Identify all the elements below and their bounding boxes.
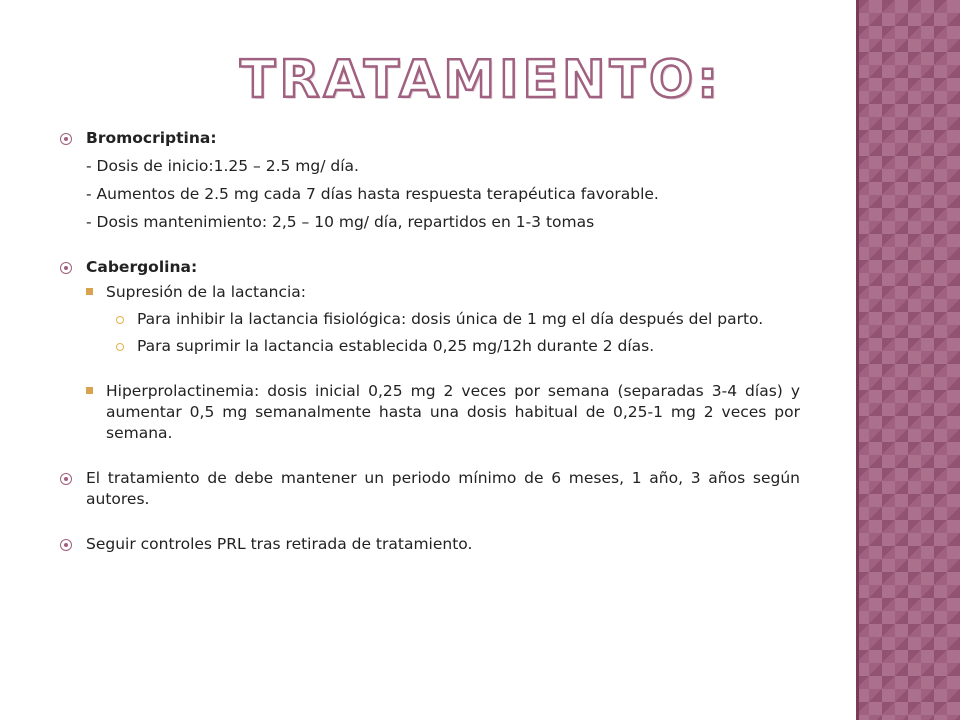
square-bullet-icon: [86, 288, 93, 295]
bullet-bromocriptina: [60, 128, 800, 149]
bullet-supresion: [60, 282, 800, 303]
slide-body: [60, 128, 800, 555]
tratamiento-duracion-text: El tratamiento de debe mantener un periodo mínimo de 6 meses, 1 año, 3 años según autores.: [86, 469, 800, 508]
target-bullet-icon: [60, 133, 72, 145]
target-bullet-icon: [60, 539, 72, 551]
bullet-seguimiento: [60, 534, 800, 555]
bromocriptina-line-3: - Dosis mantenimiento: 2,5 – 10 mg/ día, repartidos en 1-3 tomas: [86, 213, 595, 231]
supresion-label: Supresión de la lactancia:: [106, 283, 306, 301]
bromocriptina-line-2: - Aumentos de 2.5 mg cada 7 días hasta respuesta terapéutica favorable.: [86, 185, 659, 203]
bullet-supresion-item-2: [60, 336, 800, 357]
supresion-item-2: Para suprimir la lactancia establecida 0,25 mg/12h durante 2 días.: [137, 337, 655, 355]
cabergolina-label: Cabergolina:: [86, 258, 198, 276]
square-bullet-icon: [86, 387, 93, 394]
slide-title: TRATAMIENTO:: [240, 50, 723, 110]
supresion-item-1: Para inhibir la lactancia fisiológica: dosis única de 1 mg el día después del parto.: [137, 310, 764, 328]
bromocriptina-line-1: - Dosis de inicio:1.25 – 2.5 mg/ día.: [86, 157, 359, 175]
seguimiento-text: Seguir controles PRL tras retirada de tratamiento.: [86, 535, 473, 553]
target-bullet-icon: [60, 262, 72, 274]
decorative-side-panel: [856, 0, 960, 720]
ring-bullet-icon: [116, 343, 124, 351]
target-bullet-icon: [60, 473, 72, 485]
bullet-tratamiento-duracion: [60, 468, 800, 510]
hiperprolactinemia-text: Hiperprolactinemia: dosis inicial 0,25 mg 2 veces por semana (separadas 3-4 días) y aumentar 0,5 mg semanalmente hasta una dosis habitual de 0,25-1 mg 2 veces por semana.: [106, 382, 800, 442]
bullet-hiperprolactinemia: [60, 381, 800, 444]
bullet-cabergolina: [60, 257, 800, 278]
bullet-supresion-item-1: [60, 309, 800, 330]
bromocriptina-label: Bromocriptina:: [86, 129, 217, 147]
ring-bullet-icon: [116, 316, 124, 324]
